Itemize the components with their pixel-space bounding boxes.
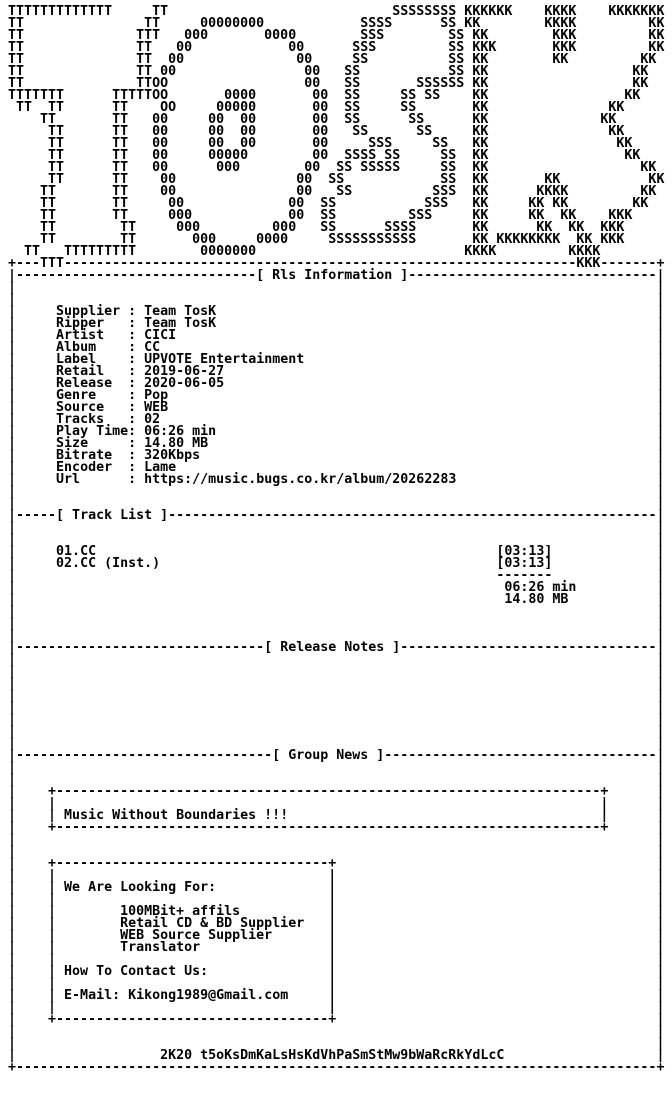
logo-line: TTTTTTTTTTTTT TT SSSSSSSS KKKKKK KKKK KKKKKKK xyxy=(8,4,665,19)
field-label: Release xyxy=(56,376,129,391)
field-label: Genre xyxy=(56,388,129,403)
logo-line: TT TT 00 000 00 SS SSSSS SS KK KK xyxy=(8,160,657,175)
logo-line: TT TT 000 000 SS SSSS KK KK KK KKK xyxy=(8,220,625,235)
field-value: 14.80 MB xyxy=(144,436,209,451)
field-label: Encoder xyxy=(56,460,129,475)
release-notes-header: [ Release Notes ] xyxy=(264,640,401,655)
logo-line: TT TT 00 00 SS SS KK KK xyxy=(8,64,649,79)
track-duration: [03:13] xyxy=(496,544,553,559)
logo-line: TT TT 00000000 SSSS SS KK KKKK KK xyxy=(8,16,665,31)
logo-line: TT TT 00 00 SS SS KK KK KK xyxy=(8,172,665,187)
email-address: Kikong1989@Gmail.com xyxy=(128,988,289,1003)
logo-line: TT TT 00 00000 00 SSSS SS SS KK KK xyxy=(8,148,641,163)
field-label: Size xyxy=(56,436,129,451)
logo-line: TT TT 00 00 00 00 SS SS KK KK xyxy=(8,124,625,139)
frame-top: +---TTT----------------------------------------------------------------KKK-------+ xyxy=(8,256,665,271)
field-value: Pop xyxy=(144,388,169,403)
footer-signature: 2K20 t5oKsDmKaLsHsKdVhPaSmStMw9bWaRcRkYdLcC xyxy=(160,1048,505,1063)
nfo-document: TTTTTTTTTTTTT TT SSSSSSSS KKKKKK KKKK KKKKKKK TT TT 00000000 SSSS SS KK KKKK KK TT TTT 000 0000 SSS SS KK KKK KK TT TT 00 00 SSS SS KKK KKK KK TT TT 00 00 SS SS KK KK KK TT TT 00 00 SS SS KK KK TT TTOO 00 SS SSSSSS KK KK TTTTTTT TTTTTOO 0000 00 SS SS SS KK KK TT TT TT OO 00000 00 SS SS KK KK TT TT 00 00 00 00 SS SS KK KK TT TT 00 00 00 00 SS SS KK KK TT TT 00 00 00 00 SSS SS KK KK TT TT 00 00000 00 SSSS SS SS KK KK TT TT 00 000 00 SS SSSSS SS KK KK TT TT 00 00 SS SS KK KK KK TT TT 00 00 SS SSS KK KKKK KK TT TT 00 00 SS SSS KK KK KK KK TT TT 000 00 SS SSS KK KK KK KKK TT TT 000 000 SS SSSS KK KK KK KKK TT TT 000 0000 SSSSSSSSSSS KK KKKKKKKK KK KKK TT TTTTTTTTT 0000000 KKKK KKKK +---TTT----------------------------------------------------------------KKK-------+ |------------------------------[ Rls Information ]-------------------------------| | | | | | Supplier : Team TosK | | Ripper : Team TosK | | Artist : CICI | | Album : CC | | Label : UPVOTE Entertainment | | Retail : 2019-06-27 | | Release : 2020-06-05 | | Genre : Pop | | Source : WEB | | Tracks : 02 | | Play Time: 06:26 min | | Size : 14.80 MB | | Bitrate : 320Kbps | | Encoder : Lame | | Url : https://music.bugs.co.kr/album/20262283 | | | | | |-----[ Track List ]-------------------------------------------------------------| | | | | | 01.CC [03:13] | | 02.CC (Inst.) [03:13] | | ------- | | 06:26 min | | 14.80 MB | | | | | | | |-------------------------------[ Release Notes ]--------------------------------| | | | | | | | | | | | | | | | | |--------------------------------[ Group News ]----------------------------------| | | | | | +--------------------------------------------------------------------+ | | | | | | | Music Without Boundaries !!! | | | +--------------------------------------------------------------------+ | | | | | | +----------------------------------+ | | | | | | | We Are Looking For: | | | | | | | | 100MBit+ affils | | | | Retail CD & BD Supplier | | | | WEB Source Supplier | | | | Translator | | | | | | | | How To Contact Us: | | | | | | | | E-Mail: Kikong1989@Gmail.com | | | | | | | +----------------------------------+ | | | | | | 2K20 t5oKsDmKaLsHsKdVhPaSmStMw9bWaRcRkYdLcC | +--------------------------------------------------------------------------------+ xyxy=(8,4,665,1075)
field-label: Label xyxy=(56,352,129,367)
field-value: Team TosK xyxy=(144,316,217,331)
field-value: 02 xyxy=(144,412,161,427)
field-label: Tracks xyxy=(56,412,129,427)
logo-line: TT TTTTTTTTT 0000000 KKKK KKKK xyxy=(8,244,601,259)
logo-line: TT TT 000 0000 SSSSSSSSSSS KK KKKKKKKK KK KKK xyxy=(8,232,625,247)
field-value: WEB xyxy=(144,400,169,415)
track-list-header: [ Track List ] xyxy=(56,508,169,523)
track-title: 02.CC (Inst.) xyxy=(56,556,161,571)
field-value: CICI xyxy=(144,328,177,343)
field-value: Team TosK xyxy=(144,304,217,319)
field-label: Play Time xyxy=(56,424,129,439)
logo-line: TT TT 000 00 SS SSS KK KK KK KKK xyxy=(8,208,633,223)
track-duration: [03:13] xyxy=(496,556,553,571)
rls-info-header: [ Rls Information ] xyxy=(256,268,409,283)
logo-line: TT TT 00 00 SS SSS KK KK KK KK xyxy=(8,196,649,211)
logo-line: TT TT 00 00 SS SSS KK KKKK KK xyxy=(8,184,657,199)
looking-for-item: Translator xyxy=(120,940,201,955)
total-size: 14.80 MB xyxy=(504,592,569,607)
logo-line: TT TT 00 00 00 00 SSS SS KK KK xyxy=(8,136,633,151)
group-news-header: [ Group News ] xyxy=(272,748,385,763)
total-time: 06:26 min xyxy=(504,580,577,595)
field-label: Album xyxy=(56,340,129,355)
field-value: UPVOTE Entertainment xyxy=(144,352,305,367)
field-label: Supplier xyxy=(56,304,129,319)
looking-for-title: We Are Looking For: xyxy=(64,880,217,895)
field-value: 320Kbps xyxy=(144,448,201,463)
logo-line: TT TT TT OO 00000 00 SS SS KK KK xyxy=(8,100,625,115)
field-label: Retail xyxy=(56,364,129,379)
field-value: Lame xyxy=(144,460,177,475)
track-title: 01.CC xyxy=(56,544,97,559)
field-label: Bitrate xyxy=(56,448,129,463)
looking-for-item: Retail CD & BD Supplier xyxy=(120,916,305,931)
field-label: Url xyxy=(56,472,129,487)
contact-title: How To Contact Us: xyxy=(64,964,209,979)
logo-line: TT TTT 000 0000 SSS SS KK KKK KK xyxy=(8,28,665,43)
field-value: 2020-06-05 xyxy=(144,376,225,391)
looking-for-item: WEB Source Supplier xyxy=(120,928,273,943)
field-value: 2019-06-27 xyxy=(144,364,225,379)
field-value: https://music.bugs.co.kr/album/20262283 xyxy=(144,472,457,487)
looking-for-item: 100MBit+ affils xyxy=(120,904,241,919)
field-value: CC xyxy=(144,340,161,355)
slogan: Music Without Boundaries !!! xyxy=(64,808,289,823)
field-label: Source xyxy=(56,400,129,415)
email-label: E-Mail: xyxy=(64,988,121,1003)
logo-line: TT TTOO 00 SS SSSSSS KK KK xyxy=(8,76,649,91)
field-label: Artist xyxy=(56,328,129,343)
logo-line: TT TT 00 00 00 00 SS SS KK KK xyxy=(8,112,617,127)
logo-line: TT TT 00 00 SS SS KK KK KK xyxy=(8,52,657,67)
logo-line: TTTTTTT TTTTTOO 0000 00 SS SS SS KK KK xyxy=(8,88,641,103)
field-value: 06:26 min xyxy=(144,424,217,439)
logo-line: TT TT 00 00 SSS SS KKK KKK KK xyxy=(8,40,665,55)
field-label: Ripper xyxy=(56,316,129,331)
